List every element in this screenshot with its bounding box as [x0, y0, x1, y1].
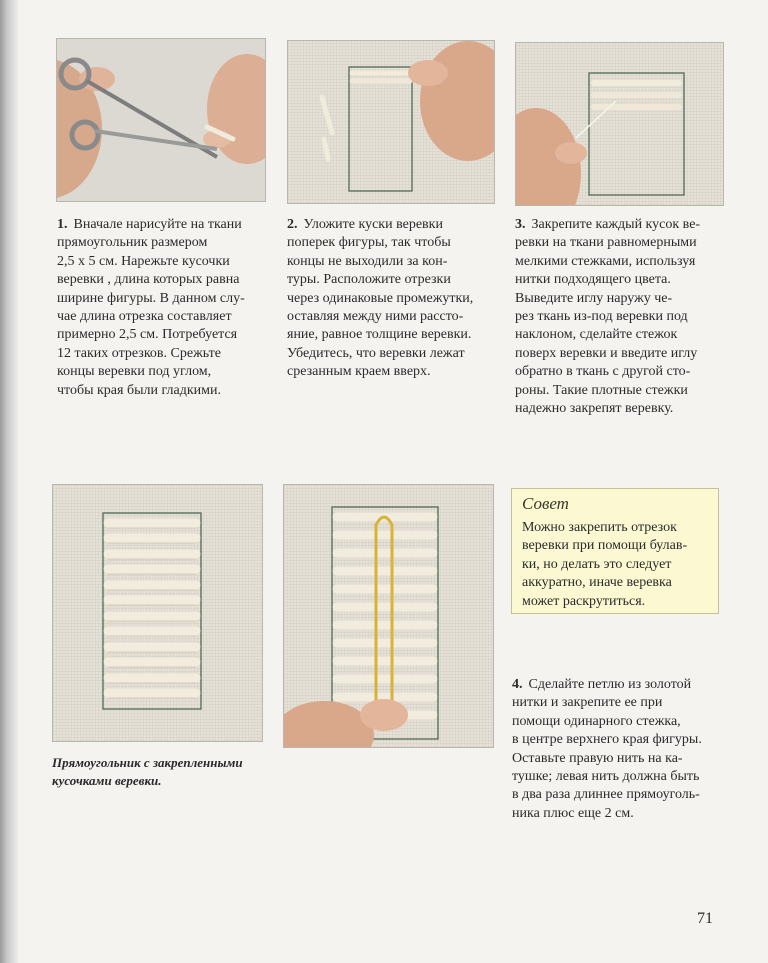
step-2-line-5: через одинаковые промежутки,: [287, 290, 474, 306]
step-3-line-7: наклоном, сделайте стежок: [515, 327, 678, 343]
tip-body: [522, 519, 708, 611]
step-4-line-4: в центре верхнего края фигуры.: [512, 732, 702, 748]
step-3-line-6: рез ткань из-под веревки под: [515, 309, 688, 325]
tip-line-3: ки, но делать это следует: [522, 556, 672, 572]
step-2-line-6: оставляя между ними рассто-: [287, 309, 464, 325]
photo-stitching-cord: [515, 42, 724, 206]
photo-gold-thread-loop: [283, 484, 494, 748]
tip-title: Совет: [522, 494, 569, 513]
step-1-caption: [57, 216, 272, 400]
tip-line-1: Можно закрепить отрезок: [522, 520, 677, 535]
photo-finished-rectangle: [52, 484, 263, 742]
step-3-line-10: роны. Такие плотные стежки: [515, 382, 688, 398]
step-3-line-5: Выведите иглу наружу че-: [515, 290, 673, 306]
step-2-line-3: концы не выходили за кон-: [287, 253, 448, 269]
step-4-caption: [512, 676, 737, 823]
page-number: 71: [697, 910, 713, 927]
step-1-line-10: чтобы края были гладкими.: [57, 382, 221, 398]
tip-line-5: может раскрутиться.: [522, 593, 646, 609]
step-1-line-7: примерно 2,5 см. Потребуется: [57, 327, 238, 343]
photo-caption: [52, 754, 272, 790]
book-spine-shadow: [0, 0, 18, 963]
step-4-number: 4.: [512, 677, 523, 692]
step-4-line-7: в два раза длиннее прямоуголь-: [512, 787, 700, 803]
step-2-line-9: срезанным краем вверх.: [287, 364, 431, 380]
step-4-line-5: Оставьте правую нить на ка-: [512, 750, 683, 766]
step-1-line-1: Вначале нарисуйте на ткани: [73, 217, 242, 232]
step-1-line-4: веревки , длина которых равна: [57, 272, 240, 288]
step-2-caption: [287, 216, 507, 382]
step-2-line-1: Уложите куски веревки: [303, 217, 443, 232]
step-4-line-8: ника плюс еще 2 см.: [512, 805, 634, 821]
tip-line-4: аккуратно, иначе веревка: [522, 575, 672, 591]
step-1-line-9: концы веревки под углом,: [57, 364, 212, 380]
step-3-line-1: Закрепите каждый кусок ве-: [531, 217, 701, 232]
step-4-line-3: помощи одинарного стежка,: [512, 713, 681, 729]
step-2-line-7: яние, равное толщине веревки.: [287, 327, 472, 343]
step-1-line-2: прямоугольник размером: [57, 235, 208, 251]
step-1-line-3: 2,5 х 5 см. Нарежьте кусочки: [57, 253, 230, 269]
step-2-number: 2.: [287, 217, 298, 232]
step-3-line-8: поверх веревки и введите иглу: [515, 345, 698, 361]
step-4-line-1: Сделайте петлю из золотой: [528, 677, 692, 692]
photo-laying-cord: [287, 40, 495, 204]
step-1-line-8: 12 таких отрезков. Срежьте: [57, 345, 221, 361]
step-1-number: 1.: [57, 217, 68, 232]
step-3-caption: [515, 216, 737, 418]
step-4-line-6: тушке; левая нить должна быть: [512, 769, 700, 785]
step-3-line-2: ревки на ткани равномерными: [515, 235, 697, 251]
step-3-line-9: обратно в ткань с другой сто-: [515, 364, 691, 380]
step-3-number: 3.: [515, 217, 526, 232]
step-2-line-4: туры. Расположите отрезки: [287, 272, 451, 288]
step-3-line-3: мелкими стежками, используя: [515, 253, 696, 269]
tip-line-2: веревки при помощи булав-: [522, 538, 688, 554]
step-3-line-11: надежно закрепят веревку.: [515, 401, 674, 417]
step-3-line-4: нитки подходящего цвета.: [515, 272, 671, 288]
tip-box: [511, 488, 719, 614]
step-4-line-2: нитки и закрепите ее при: [512, 695, 663, 711]
photo-caption-line-2: кусочками веревки.: [52, 773, 162, 788]
step-1-line-5: ширине фигуры. В данном слу-: [57, 290, 245, 306]
photo-caption-line-1: Прямоугольник с закрепленными: [52, 755, 243, 770]
step-2-line-2: поперек фигуры, так чтобы: [287, 235, 451, 251]
photo-cutting-cord: [56, 38, 266, 202]
step-2-line-8: Убедитесь, что веревки лежат: [287, 345, 465, 361]
step-1-line-6: чае длина отрезка составляет: [57, 309, 232, 325]
